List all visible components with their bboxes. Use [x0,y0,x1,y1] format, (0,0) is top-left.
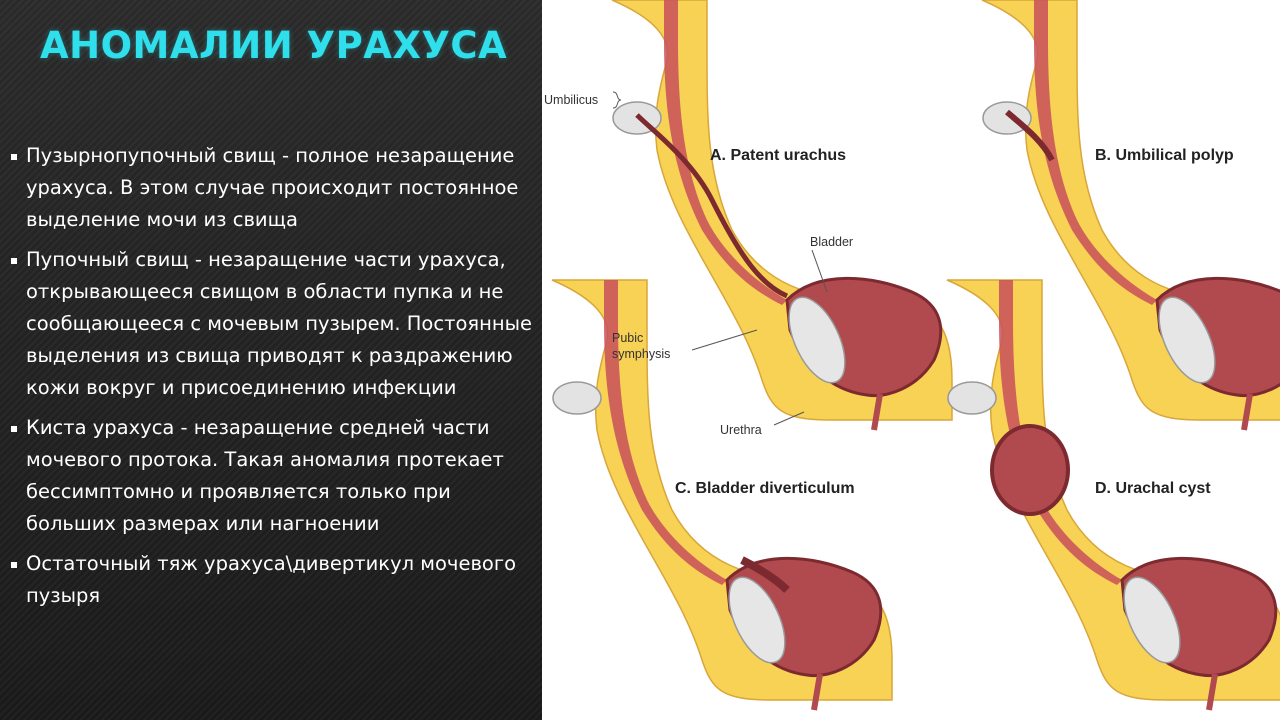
panel-d-title: D. Urachal cyst [1095,480,1211,497]
pubic-label-line1: Pubic [612,331,644,345]
urachus-anomalies-illustration [542,0,1280,720]
panel-a-title: A. Patent urachus [710,147,847,164]
bullet-text: Пупочный свищ - незаращение части урахуса, открывающееся свищом в области пупка и не сообщающееся с мочевым пузырем. Постоянные выделения из свища приводят к раздражению кожи вокруг и присоединению инфекции [26,248,532,399]
bullet-list [10,140,536,620]
bladder-label: Bladder [810,235,854,249]
figure-panel [542,0,1280,720]
bullet-text: Киста урахуса - незаращение средней части мочевого протока. Такая аномалия протекает бессимптомно и проявляется только при больших размерах или нагноении [26,416,504,535]
umbilicus-bracket [613,92,621,108]
bullet-item [10,412,536,540]
bullet-icon [11,154,17,160]
panel-b-title: B. Umbilical polyp [1095,147,1234,164]
bullet-text: Остаточный тяж урахуса\дивертикул мочевого пузыря [26,552,517,607]
bullet-icon [11,426,17,432]
bullet-item [10,244,536,404]
umbilicus-label: Umbilicus [544,93,599,107]
panel-c-title: C. Bladder diverticulum [675,480,855,497]
slide-title: АНОМАЛИИ УРАХУСА [40,24,508,67]
text-panel [0,0,542,720]
urethra-label: Urethra [720,423,762,437]
diagram-patent-urachus [612,0,952,430]
bullet-item [10,548,536,612]
bullet-icon [11,258,17,264]
bullet-icon [11,562,17,568]
bullet-text: Пузырнопупочный свищ - полное незаращение урахуса. В этом случае происходит постоянное выделение мочи из свища [26,144,519,231]
pubic-label-line2: symphysis [612,347,671,361]
bullet-item [10,140,536,236]
